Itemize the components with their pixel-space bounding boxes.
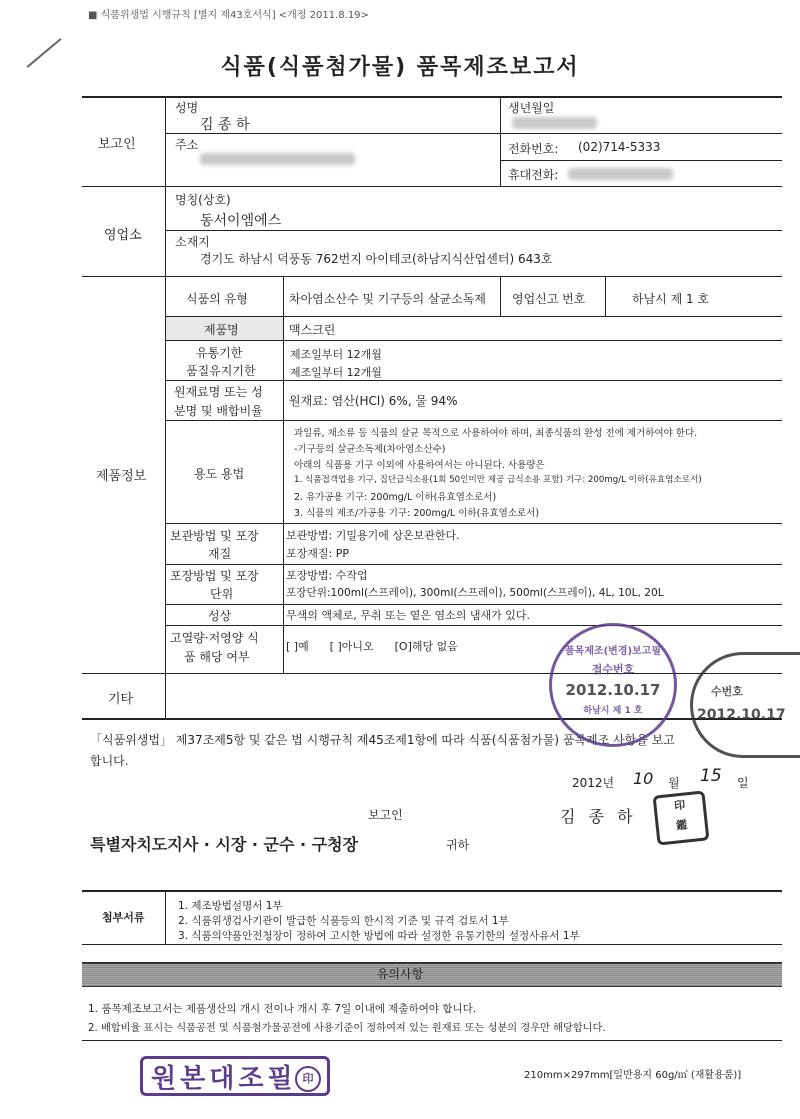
attachment-item: 2. 식품위생검사기관이 발급한 식품등의 한시적 기준 및 규격 검토서 1부 — [178, 915, 509, 927]
storage-value-2: 포장재질: PP — [286, 547, 349, 560]
recipient-suffix: 귀하 — [446, 838, 470, 852]
mobile-label: 휴대전화: — [508, 168, 559, 182]
shelf-value: 제조일부터 12개월 — [290, 348, 382, 361]
receipt-stamp-2-date: 2012.10.17 — [697, 707, 786, 723]
calorie-label-1: 고열량·저영양 식 — [170, 631, 259, 645]
paper-spec: 210mm×297mm[일반용지 60g/㎡ (재활용품)] — [524, 1070, 742, 1081]
signer-label: 보고인 — [368, 808, 403, 822]
business-name: 동서이엠에스 — [200, 213, 282, 229]
property-label: 성상 — [208, 609, 232, 623]
calorie-label-2: 품 해당 여부 — [184, 650, 250, 664]
date-day: 15 — [700, 766, 722, 786]
signer-name: 김 종 하 — [560, 807, 637, 826]
usage-line: 아래의 식품용 기구 이외에 사용하여서는 아니된다. 사용량은 — [294, 460, 545, 471]
receipt-stamp — [549, 623, 677, 747]
shelf-label: 유통기한 — [196, 346, 243, 360]
property-value: 무색의 액체로, 무취 또는 옅은 염소의 냄새가 있다. — [286, 609, 530, 622]
packing-label-1: 포장방법 및 포장 — [170, 569, 259, 583]
recipient: 특별자치도지사 · 시장 · 군수 · 구청장 — [90, 835, 359, 854]
product-name: 맥스크린 — [289, 323, 336, 337]
attachment-item: 3. 식품의약품안전청장이 정하여 고시한 방법에 따라 설정한 유통기한의 설정사유서 1부 — [178, 930, 580, 942]
packing-label-2: 단위 — [210, 587, 234, 601]
attachment-item: 1. 제조방법설명서 1부 — [178, 900, 283, 912]
ingredient-label-1: 원재료명 또는 성 — [174, 385, 263, 399]
type-value: 차아염소산수 및 기구등의 살균소독제 — [289, 292, 486, 306]
form-header-note: ■ 식품위생법 시행규칙 [별지 제43호서식] <개정 2011.8.19> — [88, 10, 369, 21]
usage-label: 용도 용법 — [194, 467, 245, 481]
license-value: 하남시 제 1 호 — [632, 292, 710, 306]
business-location: 경기도 하남시 덕풍동 762번지 아이테코(하남지식산업센터) 643호 — [200, 252, 553, 266]
business-section-label: 영업소 — [104, 228, 142, 243]
license-label: 영업신고 번호 — [512, 292, 586, 306]
name-label: 성명 — [175, 101, 199, 115]
phone-value: (02)714-5333 — [578, 140, 661, 154]
storage-value-1: 보관방법: 기밀용기에 상온보관한다. — [286, 529, 460, 542]
calorie-value: [ ]예 [ ]아니오 [O]해당 없음 — [286, 640, 458, 653]
storage-label-1: 보관방법 및 포장 — [170, 529, 259, 543]
product-name-label: 제품명 — [204, 323, 239, 337]
etc-label: 기타 — [108, 692, 134, 707]
receipt-stamp-bottom: 하남시 제 1 호 — [583, 706, 643, 716]
usage-line: 2. 유가공용 기구: 200mg/L 이하(유효염소로서) — [294, 492, 497, 503]
original-copy-stamp-text: 원본대조필 — [151, 1064, 297, 1094]
usage-line: -기구등의 살균소독제(차아염소산수) — [294, 444, 446, 455]
usage-line: 과일류, 채소류 등 식품의 살균 목적으로 사용하여야 하며, 최종식품의 완성 전에 제거하여야 한다. — [294, 428, 698, 439]
business-name-label: 명칭(상호) — [175, 193, 231, 207]
packing-value-1: 포장방법: 수작업 — [286, 569, 368, 582]
receipt-stamp-2 — [690, 652, 800, 758]
birth-label: 생년월일 — [508, 101, 555, 115]
seal-mark-icon: 印 — [295, 1066, 321, 1092]
storage-label-2: 재질 — [208, 547, 232, 561]
type-label: 식품의 유형 — [186, 292, 248, 306]
quality-value: 제조일부터 12개월 — [290, 366, 382, 379]
address-label: 주소 — [175, 138, 199, 152]
packing-value-2: 포장단위:100ml(스프레이), 300ml(스프레이), 500ml(스프레이), 4L, 10L, 20L — [286, 587, 664, 599]
attachments-label: 첨부서류 — [102, 911, 145, 924]
receipt-stamp-2-mid: 수번호 — [711, 685, 743, 698]
notice-item: 2. 배합비율 표시는 식품공전 및 식품첨가물공전에 사용기준이 정하여져 있는 원재료 또는 성분의 경우만 해당합니다. — [88, 1023, 606, 1034]
location-label: 소재지 — [175, 235, 210, 249]
statement-line-1: 「식품위생법」 제37조제5항 및 같은 법 시행규칙 제45조제1항에 따라 식품(식품첨가물) 품목제조 사항을 보고 — [90, 733, 675, 747]
statement-line-2: 합니다. — [90, 754, 129, 768]
quality-label: 품질유지기한 — [186, 364, 256, 378]
reporter-section-label: 보고인 — [98, 137, 136, 152]
date-year: 2012년 — [572, 776, 615, 790]
original-copy-stamp — [140, 1056, 330, 1096]
usage-line: 3. 식품의 제조/가공용 기구: 200mg/L 이하(유효염소로서) — [294, 508, 540, 519]
ingredient-value: 원재료: 염산(HCl) 6%, 물 94% — [289, 394, 458, 408]
receipt-stamp-date: 2012.10.17 — [565, 681, 661, 699]
usage-line: 1. 식품접객업용 기구, 집단급식소용(1회 50인미만 제공 급식소용 포함) 기구: 200mg/L 이하(유효염소로서) — [294, 475, 702, 485]
date-month-label: 월 — [668, 776, 680, 790]
date-day-label: 일 — [737, 776, 749, 790]
ingredient-label-2: 분명 및 배합비율 — [174, 404, 263, 418]
notice-title: 유의사항 — [376, 967, 424, 981]
document-title: 식품(식품첨가물) 품목제조보고서 — [220, 55, 580, 80]
receipt-stamp-mid: 접수번호 — [591, 663, 635, 676]
date-month: 10 — [633, 769, 654, 788]
receipt-stamp-top: 품목제조(변경)보고필 — [564, 646, 662, 657]
reporter-name: 김 종 하 — [200, 117, 250, 133]
personal-seal: 印 鑑 — [653, 790, 710, 845]
phone-label: 전화번호: — [508, 142, 559, 156]
notice-item: 1. 품목제조보고서는 제품생산의 개시 전이나 개시 후 7일 이내에 제출하여야 합니다. — [88, 1003, 477, 1015]
product-section-label: 제품정보 — [96, 469, 147, 484]
